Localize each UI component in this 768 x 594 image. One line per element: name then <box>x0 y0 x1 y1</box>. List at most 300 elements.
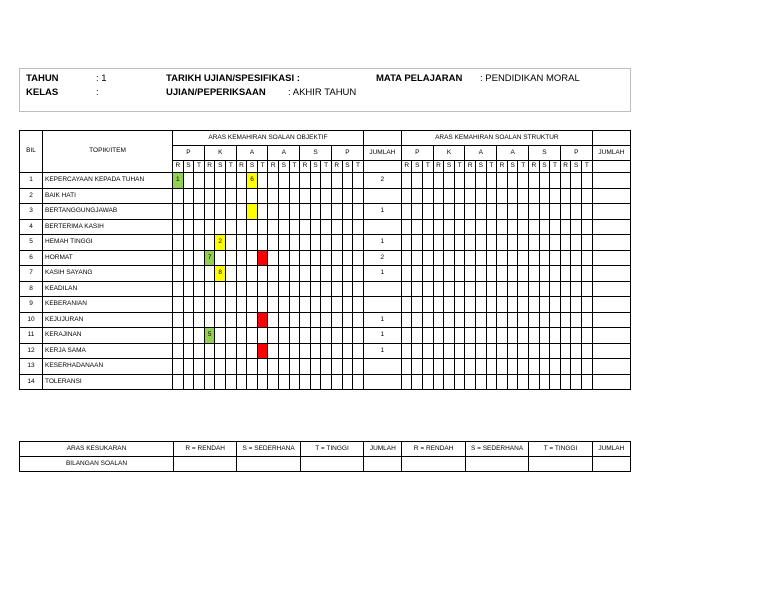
skill-cell <box>226 250 237 266</box>
skill-cell <box>331 250 342 266</box>
skill-cell <box>321 188 332 204</box>
skill-cell <box>236 312 247 328</box>
skill-cell <box>465 281 476 297</box>
skill-cell <box>321 266 332 282</box>
skill-cell <box>215 297 226 313</box>
skill-cell <box>215 188 226 204</box>
skill-cell <box>183 250 194 266</box>
skill-cell <box>454 204 465 220</box>
skill-cell <box>300 204 311 220</box>
subcol-header: T <box>581 161 592 173</box>
level-header: S <box>529 146 561 161</box>
skill-cell <box>300 281 311 297</box>
skill-cell <box>331 235 342 251</box>
skill-cell <box>497 204 508 220</box>
skill-cell <box>454 343 465 359</box>
subcol-header: S <box>539 161 550 173</box>
skill-cell <box>321 297 332 313</box>
skill-cell <box>581 359 592 375</box>
skill-cell <box>423 374 434 390</box>
skill-cell <box>353 219 364 235</box>
skill-cell <box>331 173 342 189</box>
skill-cell <box>550 266 561 282</box>
skill-cell <box>236 204 247 220</box>
skill-cell <box>321 359 332 375</box>
skill-cell <box>444 219 455 235</box>
skill-cell <box>581 343 592 359</box>
skill-cell <box>194 188 205 204</box>
skill-cell <box>518 359 529 375</box>
skill-cell <box>412 250 423 266</box>
skill-cell <box>401 374 412 390</box>
skill-cell <box>300 250 311 266</box>
mata-pelajaran-value: : PENDIDIKAN MORAL <box>480 73 580 84</box>
skill-cell <box>247 250 258 266</box>
skill-cell <box>507 343 518 359</box>
skill-cell <box>539 204 550 220</box>
skill-cell <box>518 374 529 390</box>
row-number: 13 <box>20 359 43 375</box>
level-header: A <box>497 146 529 161</box>
skill-cell <box>401 204 412 220</box>
subcol-header: R <box>331 161 342 173</box>
row-number: 6 <box>20 250 43 266</box>
skill-cell <box>486 266 497 282</box>
skill-cell <box>215 359 226 375</box>
row-topic: KASIH SAYANG <box>43 266 173 282</box>
skill-cell <box>173 312 184 328</box>
level-header: A <box>236 146 268 161</box>
skill-cell <box>507 235 518 251</box>
skill-cell <box>412 359 423 375</box>
table-row <box>20 250 631 266</box>
skill-cell <box>289 266 300 282</box>
skill-cell <box>476 204 487 220</box>
subcol-header: S <box>279 161 290 173</box>
skill-cell <box>173 250 184 266</box>
table-row <box>20 173 631 189</box>
skill-cell <box>331 297 342 313</box>
skill-cell <box>289 281 300 297</box>
skill-cell <box>497 281 508 297</box>
skill-cell <box>497 235 508 251</box>
skill-cell <box>539 173 550 189</box>
skill-cell <box>560 235 571 251</box>
skill-cell <box>268 219 279 235</box>
skill-cell <box>173 266 184 282</box>
skill-cell <box>268 188 279 204</box>
skill-cell <box>342 250 353 266</box>
skill-cell <box>433 281 444 297</box>
skill-cell <box>342 188 353 204</box>
skill-cell <box>331 374 342 390</box>
summary-cell: JUMLAH <box>592 442 630 457</box>
skill-cell <box>331 281 342 297</box>
skill-cell <box>529 374 540 390</box>
skill-cell <box>247 328 258 344</box>
skill-cell <box>173 219 184 235</box>
subcol-header: R <box>236 161 247 173</box>
summary-cell <box>174 457 237 472</box>
skill-cell <box>173 281 184 297</box>
skill-cell <box>507 266 518 282</box>
skill-cell <box>183 281 194 297</box>
skill-cell <box>529 312 540 328</box>
skill-cell <box>560 219 571 235</box>
skill-cell <box>507 204 518 220</box>
skill-cell <box>465 173 476 189</box>
skill-cell <box>412 173 423 189</box>
skill-cell <box>257 219 268 235</box>
skill-cell <box>226 312 237 328</box>
skill-cell <box>581 328 592 344</box>
skill-cell <box>433 204 444 220</box>
skill-cell <box>454 235 465 251</box>
skill-cell <box>444 312 455 328</box>
skill-cell <box>226 188 237 204</box>
skill-cell <box>268 204 279 220</box>
skill-cell <box>507 188 518 204</box>
skill-cell <box>279 266 290 282</box>
skill-cell <box>539 188 550 204</box>
row-number: 2 <box>20 188 43 204</box>
skill-cell <box>539 266 550 282</box>
skill-cell <box>444 188 455 204</box>
skill-cell <box>342 343 353 359</box>
skill-cell <box>204 374 215 390</box>
skill-cell <box>412 204 423 220</box>
skill-cell <box>507 312 518 328</box>
skill-cell <box>279 359 290 375</box>
skill-cell <box>342 312 353 328</box>
skill-cell <box>433 266 444 282</box>
skill-cell <box>465 343 476 359</box>
row-topic: KEADILAN <box>43 281 173 297</box>
skill-cell <box>539 281 550 297</box>
skill-cell <box>194 343 205 359</box>
skills-table <box>19 130 631 390</box>
subcol-header: T <box>518 161 529 173</box>
skill-cell <box>560 359 571 375</box>
subcol-header: S <box>183 161 194 173</box>
skill-cell <box>257 235 268 251</box>
skill-cell <box>289 204 300 220</box>
skill-cell <box>215 173 226 189</box>
skill-cell <box>529 250 540 266</box>
level-header: P <box>331 146 363 161</box>
skill-cell <box>571 312 582 328</box>
skill-cell <box>433 359 444 375</box>
summary-cell <box>402 457 465 472</box>
row-topic: KEPERCAYAAN KEPADA TUHAN <box>43 173 173 189</box>
skill-cell <box>215 328 226 344</box>
skill-cell <box>476 312 487 328</box>
skill-cell <box>444 374 455 390</box>
skill-cell <box>236 281 247 297</box>
table-row <box>20 281 631 297</box>
subcol-header: R <box>465 161 476 173</box>
row-number: 12 <box>20 343 43 359</box>
skill-cell <box>550 297 561 313</box>
skill-cell <box>204 359 215 375</box>
skill-cell <box>183 343 194 359</box>
skill-cell <box>433 374 444 390</box>
skill-cell <box>342 297 353 313</box>
skill-cell <box>465 312 476 328</box>
row-jumlah-objektif: 1 <box>363 204 401 220</box>
skill-cell <box>571 250 582 266</box>
skill-cell <box>215 312 226 328</box>
row-topic: BERTANGGUNGJAWAB <box>43 204 173 220</box>
skill-cell <box>423 204 434 220</box>
skill-cell <box>476 188 487 204</box>
skill-cell <box>247 266 258 282</box>
skill-cell <box>226 328 237 344</box>
row-number: 4 <box>20 219 43 235</box>
skill-cell <box>550 312 561 328</box>
skill-cell <box>486 343 497 359</box>
skill-cell <box>236 266 247 282</box>
skill-cell <box>433 312 444 328</box>
skill-cell <box>289 188 300 204</box>
subcol-header: S <box>444 161 455 173</box>
skill-cell <box>310 281 321 297</box>
level-header: P <box>401 146 433 161</box>
highlighted-skill-cell: 6 <box>247 173 258 189</box>
skill-cell <box>550 219 561 235</box>
skill-cell <box>236 188 247 204</box>
skill-cell <box>454 281 465 297</box>
skill-cell <box>321 374 332 390</box>
ujian-label: UJIAN/PEPERIKSAAN <box>166 87 266 98</box>
skill-cell <box>289 250 300 266</box>
row-jumlah-struktur <box>592 312 630 328</box>
highlighted-skill-cell <box>257 250 268 266</box>
skill-cell <box>497 219 508 235</box>
subcol-header: T <box>550 161 561 173</box>
skill-cell <box>310 235 321 251</box>
skill-cell <box>507 328 518 344</box>
skill-cell <box>433 343 444 359</box>
skill-cell <box>497 250 508 266</box>
row-jumlah-struktur <box>592 266 630 282</box>
skill-cell <box>560 343 571 359</box>
skill-cell <box>518 297 529 313</box>
table-row <box>20 188 631 204</box>
row-jumlah-objektif: 1 <box>363 343 401 359</box>
row-topic: BAIK HATI <box>43 188 173 204</box>
skill-cell <box>486 297 497 313</box>
skill-cell <box>401 219 412 235</box>
skill-cell <box>289 312 300 328</box>
subcol-header: T <box>257 161 268 173</box>
skill-cell <box>279 343 290 359</box>
skill-cell <box>173 188 184 204</box>
table-row <box>20 204 631 220</box>
skill-cell <box>279 297 290 313</box>
skill-cell <box>571 235 582 251</box>
skill-cell <box>423 266 434 282</box>
skill-cell <box>401 266 412 282</box>
skill-cell <box>247 312 258 328</box>
skill-cell <box>300 343 311 359</box>
skill-cell <box>215 343 226 359</box>
skill-cell <box>289 374 300 390</box>
skill-cell <box>423 297 434 313</box>
skill-cell <box>433 188 444 204</box>
skill-cell <box>401 235 412 251</box>
skill-cell <box>539 312 550 328</box>
subcol-header: S <box>507 161 518 173</box>
skill-cell <box>173 235 184 251</box>
skill-cell <box>279 312 290 328</box>
table-row <box>20 328 631 344</box>
skill-cell <box>342 173 353 189</box>
skill-cell <box>581 188 592 204</box>
skill-cell <box>423 328 434 344</box>
skill-cell <box>518 250 529 266</box>
ujian-value: : AKHIR TAHUN <box>288 87 357 98</box>
skill-cell <box>194 328 205 344</box>
skill-cell <box>183 374 194 390</box>
skill-cell <box>486 250 497 266</box>
bil-header: BIL <box>20 131 43 173</box>
skill-cell <box>444 173 455 189</box>
skill-cell <box>476 219 487 235</box>
skill-cell <box>194 204 205 220</box>
summary-cell <box>300 457 363 472</box>
skill-cell <box>173 204 184 220</box>
jumlah-header: JUMLAH <box>592 146 630 161</box>
row-jumlah-objektif: 2 <box>363 250 401 266</box>
skill-cell <box>310 374 321 390</box>
skill-cell <box>465 328 476 344</box>
subcol-header: T <box>486 161 497 173</box>
skill-cell <box>321 343 332 359</box>
skill-cell <box>550 359 561 375</box>
table-row <box>20 359 631 375</box>
skill-cell <box>300 359 311 375</box>
skill-cell <box>444 250 455 266</box>
skill-cell <box>183 359 194 375</box>
row-jumlah-objektif <box>363 297 401 313</box>
skill-cell <box>310 359 321 375</box>
objektif-header: ARAS KEMAHIRAN SOALAN OBJEKTIF <box>173 131 364 146</box>
skill-cell <box>444 343 455 359</box>
row-jumlah-struktur <box>592 328 630 344</box>
skill-cell <box>560 250 571 266</box>
skill-cell <box>268 312 279 328</box>
skill-cell <box>300 173 311 189</box>
summary-cell: S = SEDERHANA <box>465 442 528 457</box>
skill-cell <box>268 250 279 266</box>
skill-cell <box>423 359 434 375</box>
skill-cell <box>204 188 215 204</box>
skill-cell <box>279 235 290 251</box>
skill-cell <box>321 250 332 266</box>
skill-cell <box>310 173 321 189</box>
skill-cell <box>226 281 237 297</box>
skill-cell <box>353 281 364 297</box>
skill-cell <box>247 281 258 297</box>
skill-cell <box>331 312 342 328</box>
skill-cell <box>560 173 571 189</box>
skill-cell <box>300 328 311 344</box>
skill-cell <box>289 343 300 359</box>
skill-cell <box>507 374 518 390</box>
subcol-header: S <box>412 161 423 173</box>
skill-cell <box>550 188 561 204</box>
skill-cell <box>183 204 194 220</box>
skill-cell <box>226 374 237 390</box>
skill-cell <box>268 281 279 297</box>
skill-cell <box>529 204 540 220</box>
skill-cell <box>412 266 423 282</box>
skill-cell <box>257 328 268 344</box>
skill-cell <box>183 297 194 313</box>
row-jumlah-objektif: 1 <box>363 235 401 251</box>
row-jumlah-struktur <box>592 281 630 297</box>
skill-cell <box>518 188 529 204</box>
summary-cell: R = RENDAH <box>402 442 465 457</box>
skill-cell <box>518 235 529 251</box>
skill-cell <box>183 312 194 328</box>
skill-cell <box>444 281 455 297</box>
skill-cell <box>412 343 423 359</box>
skill-cell <box>321 312 332 328</box>
skill-cell <box>310 188 321 204</box>
subcol-header: R <box>560 161 571 173</box>
skill-cell <box>236 250 247 266</box>
skill-cell <box>268 297 279 313</box>
summary-cell: R = RENDAH <box>174 442 237 457</box>
jumlah-header-top <box>592 131 630 146</box>
row-jumlah-objektif: 1 <box>363 266 401 282</box>
skill-cell <box>236 343 247 359</box>
skill-cell <box>539 219 550 235</box>
skill-cell <box>486 188 497 204</box>
skill-cell <box>497 328 508 344</box>
skill-cell <box>497 173 508 189</box>
skill-cell <box>204 219 215 235</box>
summary-cell: ARAS KESUKARAN <box>20 442 174 457</box>
highlighted-skill-cell: 2 <box>215 235 226 251</box>
level-header: P <box>173 146 205 161</box>
row-jumlah-struktur <box>592 297 630 313</box>
skill-cell <box>571 343 582 359</box>
skill-cell <box>560 297 571 313</box>
skill-cell <box>465 374 476 390</box>
skill-cell <box>331 328 342 344</box>
skill-cell <box>279 250 290 266</box>
skill-cell <box>268 235 279 251</box>
row-topic: KERAJINAN <box>43 328 173 344</box>
skill-cell <box>204 281 215 297</box>
highlighted-skill-cell <box>257 343 268 359</box>
tahun-label: TAHUN <box>26 73 59 84</box>
skill-cell <box>518 343 529 359</box>
skill-cell <box>454 266 465 282</box>
row-jumlah-struktur <box>592 188 630 204</box>
row-jumlah-struktur <box>592 343 630 359</box>
subcol-header: T <box>454 161 465 173</box>
skill-cell <box>247 297 258 313</box>
skill-cell <box>465 250 476 266</box>
skill-cell <box>486 359 497 375</box>
skill-cell <box>173 297 184 313</box>
skill-cell <box>236 235 247 251</box>
skill-cell <box>581 281 592 297</box>
